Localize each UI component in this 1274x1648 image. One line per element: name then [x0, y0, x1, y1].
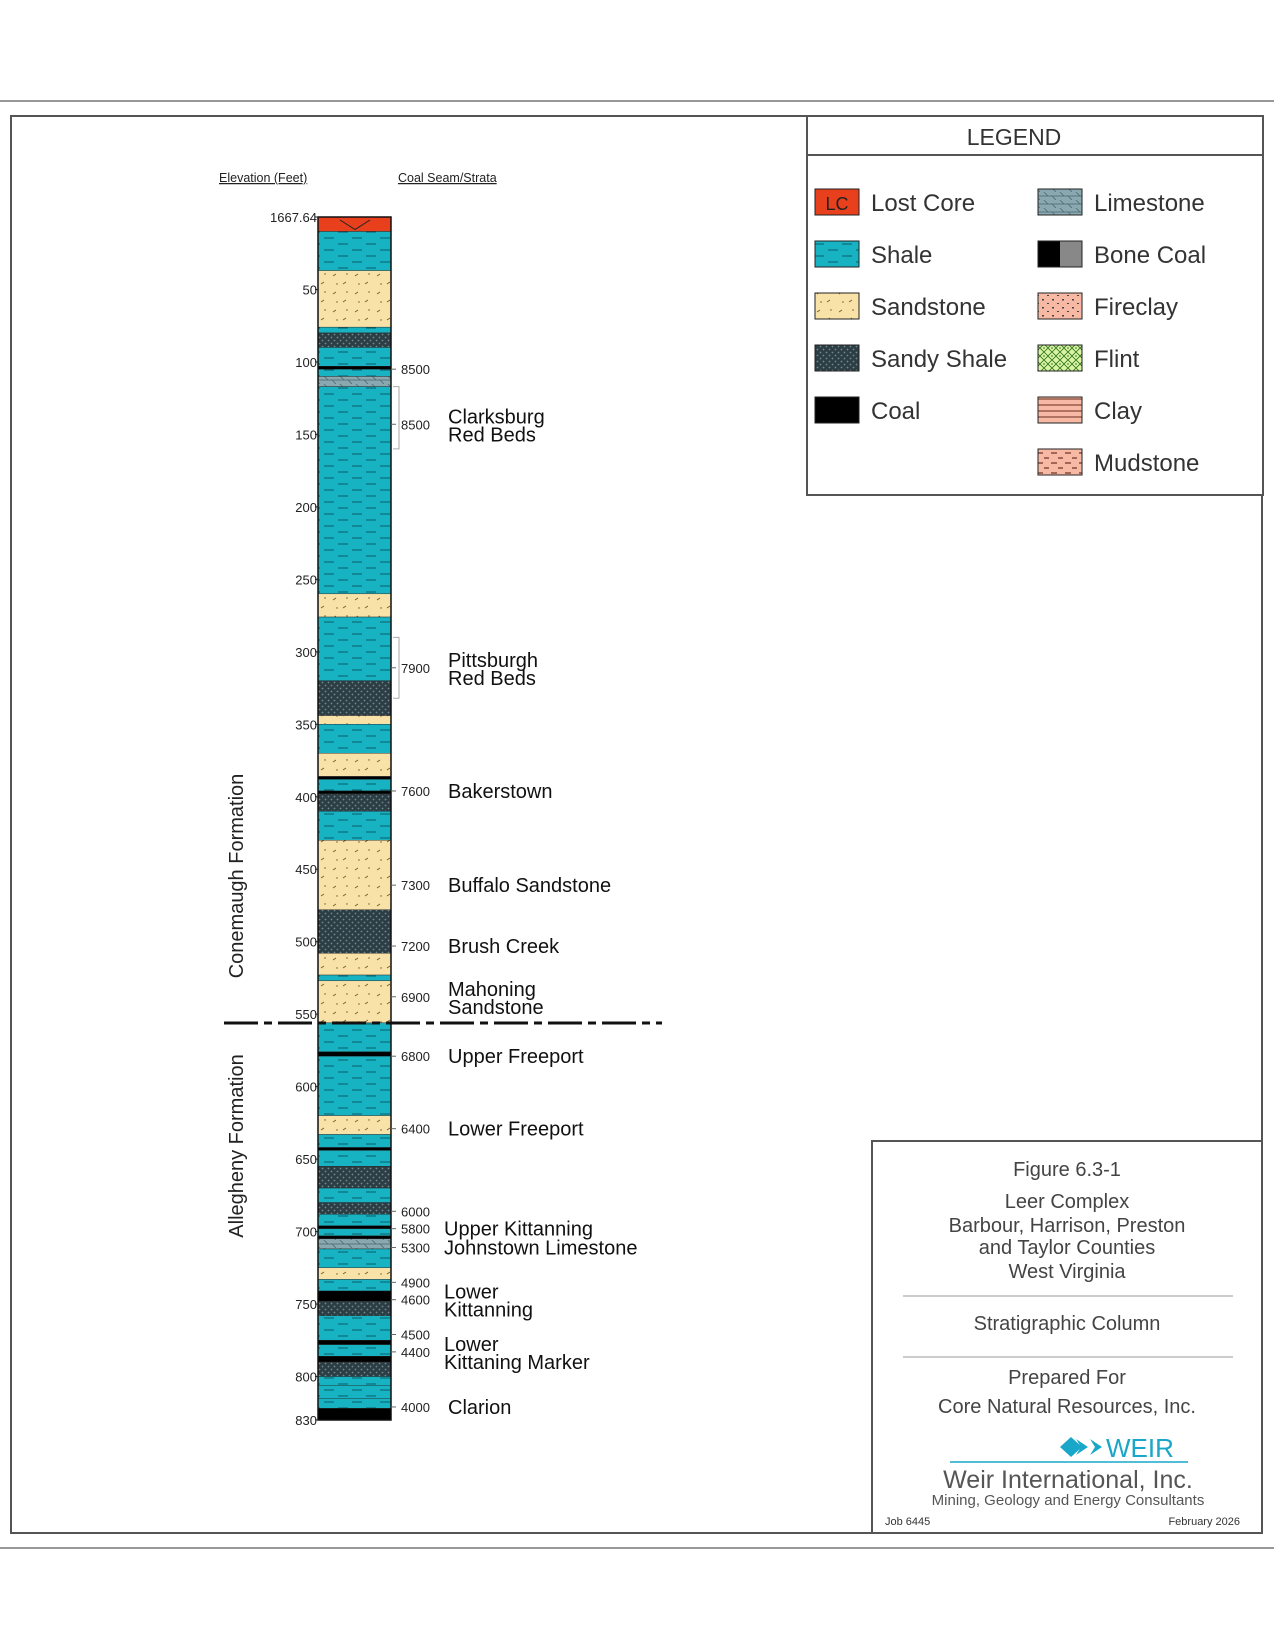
- seam-name: Lower Freeport: [448, 1118, 584, 1141]
- formation-label-allegheny: Allegheny Formation: [226, 1054, 248, 1238]
- seam-code: 8500: [401, 417, 430, 433]
- stratum-shale: [318, 1385, 391, 1398]
- stratum-shale: [318, 1345, 391, 1357]
- figure-number: Figure 6.3-1: [1013, 1159, 1121, 1181]
- stratum-sandstone: [318, 981, 391, 1023]
- seam-name: Mahoning: [448, 978, 536, 1001]
- stratum-shale: [318, 347, 391, 366]
- stratum-sandyshale: [318, 333, 391, 347]
- stratum-sandstone: [318, 594, 391, 617]
- seam-code: 6900: [401, 989, 430, 1005]
- stratum-shale: [318, 1377, 391, 1386]
- clay-swatch: [1038, 397, 1082, 423]
- stratum-sandyshale: [318, 1362, 391, 1376]
- seam-name: Red Beds: [448, 667, 536, 690]
- elevation-tick-label: 350: [295, 717, 317, 733]
- title-block: [872, 1141, 1262, 1533]
- flint-swatch: [1038, 345, 1082, 371]
- stratum-sandyshale: [318, 1203, 391, 1215]
- stratum-sandstone: [318, 753, 391, 776]
- stratum-sandyshale: [318, 1301, 391, 1315]
- project-line-2: Barbour, Harrison, Preston: [948, 1215, 1186, 1237]
- seam-name: Kittaning Marker: [444, 1351, 590, 1374]
- elevation-tick-label: 450: [295, 862, 317, 878]
- seam-name: Lower: [444, 1333, 499, 1356]
- elevation-tick-label: 100: [295, 354, 317, 370]
- seam-name: Sandstone: [448, 996, 544, 1019]
- seam-code: 7900: [401, 660, 430, 676]
- seam-code: 6800: [401, 1049, 430, 1065]
- stratum-shale: [318, 617, 391, 681]
- legend-title: LEGEND: [966, 124, 1062, 150]
- stratum-shale: [318, 1398, 391, 1408]
- stratum-sandyshale: [318, 794, 391, 811]
- seam-code: 4400: [401, 1344, 430, 1360]
- legend-label-mudstone: Mudstone: [1094, 450, 1200, 477]
- seam-name: Upper Freeport: [448, 1046, 584, 1069]
- legend-label-coal: Coal: [871, 398, 921, 425]
- seam-name: Buffalo Sandstone: [448, 875, 612, 898]
- elevation-tick-label: 150: [295, 427, 317, 443]
- legend-label-clay: Clay: [1094, 398, 1143, 425]
- elevation-tick-label: 1667.64: [270, 210, 317, 225]
- seam-code: 8500: [401, 362, 430, 378]
- limestone-swatch: [1038, 189, 1082, 215]
- elevation-tick-label: 50: [302, 282, 317, 298]
- legend-label-fireclay: Fireclay: [1094, 294, 1179, 321]
- seam-name: Kittanning: [444, 1299, 533, 1322]
- legend: [807, 116, 1263, 495]
- elevation-tick-label: 800: [295, 1369, 317, 1385]
- elevation-header: Elevation (Feet): [219, 171, 308, 185]
- elevation-tick-label: 700: [295, 1224, 317, 1240]
- stratum-shale: [318, 1249, 391, 1268]
- stratum-coal: [318, 1340, 391, 1344]
- stratum-sandyshale: [318, 1166, 391, 1188]
- stratum-shale: [318, 1150, 391, 1166]
- interval-bracket: [393, 387, 399, 449]
- stratum-shale: [318, 231, 391, 270]
- legend-label-bonecoal: Bone Coal: [1094, 242, 1207, 269]
- shale-swatch: [815, 241, 859, 267]
- elevation-tick-label: 830: [295, 1413, 317, 1428]
- stratum-coal: [318, 1291, 391, 1301]
- elevation-tick-label: 750: [295, 1297, 317, 1313]
- job-number: Job 6445: [885, 1516, 931, 1528]
- stratum-sandstone: [318, 716, 391, 725]
- seam-name: Upper Kittanning: [444, 1218, 593, 1241]
- stratum-coal: [318, 366, 391, 369]
- project-line-1: Leer Complex: [1004, 1191, 1130, 1213]
- elevation-tick-label: 550: [295, 1007, 317, 1023]
- stratum-shale: [318, 1023, 391, 1052]
- bone-coal-swatch-left: [1038, 241, 1060, 267]
- stratum-sandstone: [318, 1116, 391, 1135]
- stratum-shale: [318, 1056, 391, 1115]
- stratum-limestone: [318, 1239, 391, 1249]
- document-title: Stratigraphic Column: [973, 1313, 1161, 1335]
- elevation-tick-label: 300: [295, 644, 317, 660]
- client-name: Core Natural Resources, Inc.: [938, 1396, 1196, 1418]
- stratum-coal: [318, 791, 391, 794]
- coal-swatch: [815, 397, 859, 423]
- seam-name: Johnstown Limestone: [444, 1237, 638, 1260]
- stratum-shale: [318, 779, 391, 791]
- seam-code: 6000: [401, 1204, 430, 1220]
- seam-code: 5300: [401, 1240, 430, 1256]
- seam-code: 4000: [401, 1399, 430, 1415]
- legend-label-sandstone: Sandstone: [871, 294, 986, 321]
- elevation-tick-label: 400: [295, 789, 317, 805]
- formation-label-conemaugh: Conemaugh Formation: [226, 773, 248, 979]
- stratum-shale: [318, 811, 391, 840]
- issue-date: February 2026: [1168, 1516, 1240, 1528]
- stratum-shale: [318, 1229, 391, 1236]
- stratum-shale: [318, 724, 391, 753]
- seam-code: 7200: [401, 939, 430, 955]
- stratum-sandstone: [318, 840, 391, 910]
- coal-seam-labels: [391, 362, 637, 1419]
- project-line-3: and Taylor Counties: [978, 1237, 1156, 1259]
- seam-name: Lower: [444, 1281, 499, 1304]
- stratum-shale: [318, 1214, 391, 1226]
- sandyshale-swatch: [815, 345, 859, 371]
- seam-code: 4600: [401, 1292, 430, 1308]
- seam-name: Pittsburgh: [448, 649, 539, 672]
- stratum-coal: [318, 776, 391, 779]
- stratum-shale: [318, 1316, 391, 1341]
- lost-core-symbol: LC: [825, 194, 849, 214]
- seam-code: 4500: [401, 1327, 430, 1343]
- mudstone-swatch: [1038, 449, 1082, 475]
- logo-wordmark: WEIR: [1106, 1433, 1174, 1463]
- elevation-tick-label: 200: [295, 499, 317, 515]
- stratum-shale: [318, 975, 391, 981]
- stratum-shale: [318, 327, 391, 333]
- seam-name: Clarksburg: [448, 406, 545, 429]
- bone-coal-swatch-right: [1060, 241, 1082, 267]
- stratum-shale: [318, 1279, 391, 1291]
- stratum-coal: [318, 1356, 391, 1362]
- stratum-coal: [318, 1148, 391, 1151]
- stratum-shale: [318, 387, 391, 594]
- seam-code: 6400: [401, 1121, 430, 1137]
- elevation-tick-label: 600: [295, 1079, 317, 1095]
- project-line-4: West Virginia: [1008, 1261, 1126, 1283]
- fireclay-swatch: [1038, 293, 1082, 319]
- stratigraphic-column: [318, 217, 391, 1420]
- prepared-for-label: Prepared For: [1008, 1367, 1126, 1389]
- sandstone-swatch: [815, 293, 859, 319]
- stratum-sandyshale: [318, 681, 391, 716]
- seam-name: Red Beds: [448, 424, 536, 447]
- company-tagline: Mining, Geology and Energy Consultants: [931, 1492, 1205, 1509]
- elevation-tick-label: 250: [295, 572, 317, 588]
- stratum-coal: [318, 1408, 391, 1420]
- stratum-shale: [318, 1134, 391, 1147]
- stratum-shale: [318, 369, 391, 376]
- seam-name: Clarion: [448, 1396, 512, 1419]
- seam-code: 4900: [401, 1275, 430, 1291]
- stratum-coal: [318, 1226, 391, 1229]
- legend-label-flint: Flint: [1094, 346, 1140, 373]
- elevation-tick-label: 650: [295, 1152, 317, 1168]
- stratum-sandyshale: [318, 910, 391, 953]
- elevation-tick-label: 500: [295, 934, 317, 950]
- seam-name: Bakerstown: [448, 780, 553, 803]
- seam-code: 7300: [401, 878, 430, 894]
- stratum-coal: [318, 1052, 391, 1056]
- stratum-coal: [318, 1236, 391, 1239]
- company-name: Weir International, Inc.: [943, 1466, 1193, 1494]
- strata-header: Coal Seam/Strata: [398, 171, 497, 185]
- stratum-sandstone: [318, 953, 391, 975]
- stratum-sandstone: [318, 1268, 391, 1280]
- seam-code: 7600: [401, 783, 430, 799]
- legend-label-limestone: Limestone: [1094, 190, 1205, 217]
- legend-label-sandyshale: Sandy Shale: [871, 346, 1008, 373]
- stratum-shale: [318, 1188, 391, 1202]
- stratum-limestone: [318, 376, 391, 386]
- legend-label-lost: Lost Core: [871, 190, 976, 217]
- seam-name: Brush Creek: [448, 936, 560, 959]
- seam-code: 5800: [401, 1221, 430, 1237]
- legend-label-shale: Shale: [871, 242, 933, 269]
- elevation-axis: [270, 210, 318, 1428]
- stratum-sandstone: [318, 271, 391, 328]
